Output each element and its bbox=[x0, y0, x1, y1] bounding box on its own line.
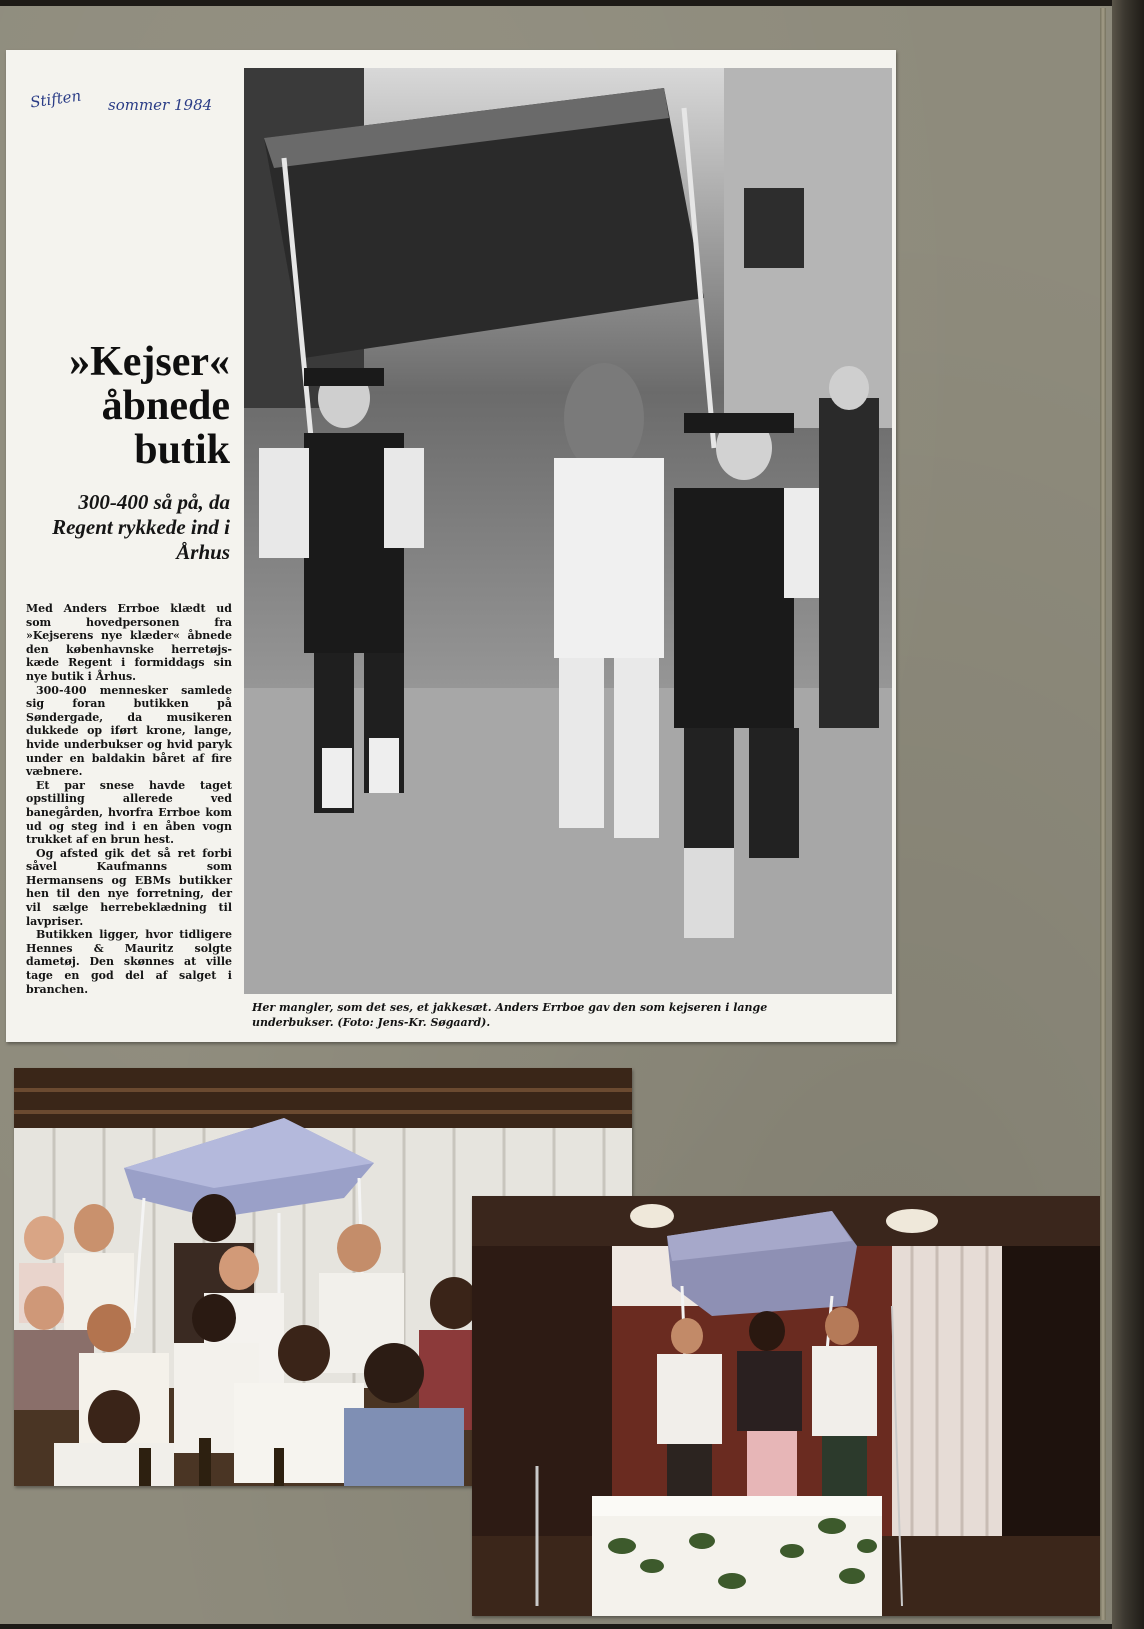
newspaper-photo bbox=[244, 68, 892, 994]
article-paragraph: 300-400 mennesker samlede sig foran butikken på Søndergade, da musikeren dukkede op iført krone, lange, hvide underbukser og hvid paryk under en baldakin båret af fire væbnere. bbox=[26, 683, 232, 779]
photo-caption: Her mangler, som det ses, et jakkesæt. Anders Errboe gav den som kejseren i lange underbukser. (Foto: Jens-Kr. Søgaard). bbox=[252, 1001, 768, 1029]
stage-photo-illustration bbox=[472, 1196, 1100, 1616]
article-paragraph: Og afsted gik det så ret forbi såvel Kaufmanns som Hermansens og EBMs butikker hen til den nye forretning, der vil sælge herrebeklædning til lavpriser. bbox=[26, 846, 232, 928]
article-paragraph: Butikken ligger, hvor tidligere Hennes & Mauritz solgte dametøj. Den skønnes at ville tage en god del af salget i branchen. bbox=[26, 928, 232, 996]
color-photo-stage bbox=[472, 1196, 1100, 1616]
album-binding-edge bbox=[1100, 8, 1106, 1620]
subheadline: 300-400 så på, da Regent rykkede ind i Århus bbox=[52, 490, 230, 564]
handwritten-note bbox=[28, 86, 250, 130]
article-body bbox=[26, 602, 232, 996]
procession-photo-illustration bbox=[244, 68, 892, 994]
headline: »Kejser« åbnede butik bbox=[69, 339, 230, 473]
handwritten-source: Stiften bbox=[28, 86, 83, 112]
handwritten-date: sommer 1984 bbox=[108, 96, 213, 114]
article-paragraph: Med Anders Errboe klædt ud som hovedpersonen fra »Kejserens nye klæder« åbnede den københavnske herretøjs-kæde Regent i formiddags sin nye butik i Århus. bbox=[26, 602, 232, 683]
newspaper-clipping bbox=[6, 50, 896, 1042]
album-spine bbox=[1112, 0, 1144, 1629]
article-paragraph: Et par snese havde taget opstilling allerede ved banegården, hvorfra Errboe kom ud og steg ind i en åben vogn trukket af en brun hest. bbox=[26, 778, 232, 847]
album-page bbox=[0, 6, 1112, 1624]
